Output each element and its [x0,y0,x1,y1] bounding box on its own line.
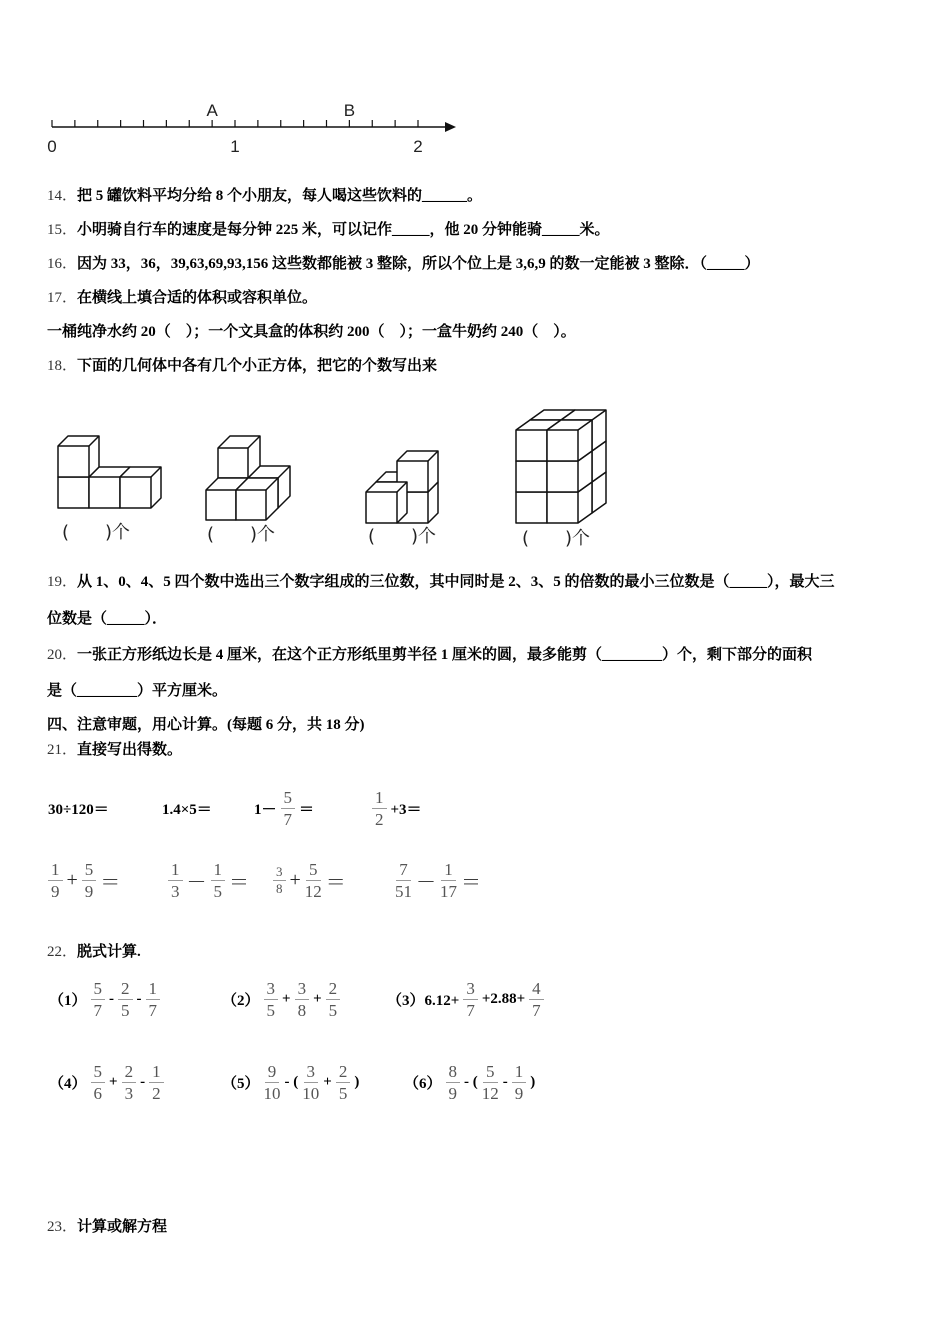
question-text: 在横线上填合适的体积或容积单位。 [77,290,318,306]
fraction-numerator: 2 [122,1061,137,1083]
fraction-numerator: 1 [168,859,183,881]
fraction [395,859,412,902]
question-19 [47,572,835,592]
fraction-denominator: 5 [213,881,222,901]
fraction-denominator: 9 [51,881,60,901]
question-number: 19． [47,574,78,590]
fraction-numerator: 1 [48,859,63,881]
expression-text: + [109,1073,118,1090]
fraction-denominator: 5 [266,1000,276,1020]
fraction-denominator: 6 [93,1083,103,1103]
question-number: 22． [47,944,78,960]
fraction-numerator: 5 [82,859,97,881]
fraction-denominator: 7 [532,1000,541,1020]
expression-text: - ( [464,1073,478,1090]
question-text: 一张正方形纸边长是 4 厘米，在这个正方形纸里剪半径 1 厘米的圆，最多能剪（________）个，剩下部分的面积 [77,647,813,663]
question-19-line2: 位数是（_____）． [47,611,168,627]
fraction-numerator: 1 [149,1061,164,1083]
fraction [372,787,387,830]
fraction-numerator: 3 [304,1061,319,1083]
point-label-B: B [343,101,356,120]
question-18 [47,356,437,376]
oral-calc-2 [160,786,214,830]
fraction [273,864,286,897]
expression-text: +2.88+ [481,990,526,1007]
fraction-numerator: 3 [273,864,286,881]
fraction-denominator: 17 [440,881,457,901]
expression-text: ＝ [100,871,121,894]
fraction [295,978,310,1021]
fraction-numerator: 4 [529,978,544,1000]
fraction-numerator: 2 [326,978,341,1000]
expression-text: + [282,990,291,1007]
fraction [82,859,97,902]
question-20 [47,645,812,665]
fraction-numerator: 5 [281,787,296,809]
fraction-denominator: 8 [297,1000,307,1020]
fraction-numerator: 1 [512,1061,527,1083]
fraction-denominator: 9 [448,1083,458,1103]
oral-calc-8 [393,858,483,902]
oral-calc-4 [370,786,424,830]
fraction-numerator: 2 [336,1061,351,1083]
question-21 [47,740,182,760]
fraction-denominator: 51 [395,881,412,901]
expression-text: - ( [284,1073,299,1090]
fraction [211,859,226,902]
expression-text: - [109,990,115,1007]
fraction-numerator: 3 [463,978,478,1000]
fraction [336,1061,351,1104]
question-20-line2: 是（________）平方厘米。 [47,683,228,699]
question-text: 从 1、0、4、5 四个数中选出三个数字组成的三位数，其中同时是 2、3、5 的倍数的最小三位数是（_____），最大三 [77,574,835,590]
stepwise-calc-4 [47,1059,166,1105]
number-line [0,90,480,160]
question-number: 16． [47,256,78,272]
fraction [91,978,106,1021]
cube-count-blank-2: ( )个 [207,524,276,545]
question-17-line2: 一桶纯净水约 20（ ）；一个文具盒的体积约 200（ ）；一盒牛奶约 240（ ）。 [47,324,576,340]
fraction-denominator: 8 [276,880,283,896]
fraction-denominator: 10 [263,1083,281,1103]
expression-text: + [289,868,301,891]
question-number: 20． [47,647,78,663]
fraction [305,859,322,902]
expression-text: + [313,990,322,1007]
fraction-denominator: 10 [302,1083,320,1103]
question-text: 小明骑自行车的速度是每分钟 225 米，可以记作_____，他 20 分钟能骑_____米。 [77,222,610,238]
fraction [118,978,133,1021]
expression-text: （4） [49,1075,87,1092]
fraction-numerator: 5 [91,978,106,1000]
expression-text: 30÷120＝ [48,801,109,818]
tick-label: 2 [413,137,423,156]
fraction [264,978,279,1021]
question-text: 下面的几何体中各有几个小正方体，把它的个数写出来 [77,358,438,374]
expression-text: +3＝ [390,801,422,818]
fraction-denominator: 12 [481,1083,499,1103]
fraction-denominator: 7 [283,809,293,829]
expression-text: （2） [222,992,260,1009]
section-heading: 四、注意审题，用心计算。(每题 6 分，共 18 分) [47,717,365,733]
fraction [122,1061,137,1104]
fraction-denominator: 5 [338,1083,348,1103]
fraction-numerator: 1 [372,787,387,809]
expression-text: （5） [222,1075,260,1092]
question-text: 把 5 罐饮料平均分给 8 个小朋友，每人喝这些饮料的______。 [77,188,483,204]
expression-text: ) [354,1073,360,1090]
expression-text: + [323,1073,332,1090]
oral-calc-7 [271,858,348,902]
fraction [446,1061,461,1104]
cube-figure-1 [58,436,161,508]
expression-text: ＝ [325,871,346,894]
oral-calc-1 [46,786,111,830]
fraction-numerator: 1 [146,978,161,1000]
stepwise-calc-5 [220,1059,361,1105]
fraction-denominator: 7 [466,1000,475,1020]
fraction-numerator: 8 [446,1061,461,1083]
question-14 [47,186,482,206]
cube-count-blank-3: ( )个 [368,526,437,547]
fraction-numerator: 5 [91,1061,106,1083]
question-number: 15． [47,222,78,238]
oral-calc-5 [46,858,122,902]
fraction [149,1061,164,1104]
fraction [91,1061,106,1104]
fraction-numerator: 1 [211,859,226,881]
expression-text: 1－ [254,801,277,818]
expression-text: ＝ [229,871,249,894]
cube-count-blank-1: ( )个 [62,522,131,543]
question-17 [47,288,317,308]
expression-text: - [136,990,142,1007]
expression-text: － [186,871,207,894]
stepwise-calc-3 [385,976,546,1022]
fraction-denominator: 7 [93,1000,103,1020]
tick-label: 0 [47,137,57,156]
expression-text: （1） [49,992,87,1009]
question-number: 18． [47,358,78,374]
cube-figures [0,395,650,525]
fraction-denominator: 12 [304,881,322,901]
cube [547,420,592,461]
axis-arrow [445,122,456,132]
stepwise-calc-2 [220,976,342,1022]
fraction [264,1061,281,1104]
fraction-denominator: 3 [124,1083,134,1103]
oral-calc-3 [252,786,316,830]
fraction [48,859,63,902]
fraction-numerator: 3 [295,978,310,1000]
question-number: 17． [47,290,78,306]
fraction-numerator: 5 [306,859,321,881]
fraction-numerator: 7 [396,859,411,881]
question-23 [47,1217,167,1237]
question-text: 计算或解方程 [77,1219,168,1235]
fraction [168,859,183,902]
expression-text: ) [530,1073,536,1090]
fraction-denominator: 7 [148,1000,158,1020]
fraction [482,1061,499,1104]
question-number: 14． [47,188,78,204]
expression-text: + [66,868,78,891]
fraction-numerator: 1 [441,859,456,881]
expression-text: （6） [404,1075,442,1092]
fraction [146,978,161,1021]
expression-text: 1.4×5＝ [162,801,212,818]
oral-calc-6 [166,858,251,902]
cube-figure-3 [366,451,438,523]
question-text: 因为 33，36，39,63,69,93,156 这些数都能被 3 整除，所以个位上是 3,6,9 的数一定能被 3 整除．（_____） [77,256,760,272]
question-16 [47,254,760,274]
fraction-numerator: 5 [483,1061,498,1083]
expression-text: ＝ [299,801,315,818]
question-text: 脱式计算. [77,944,141,960]
stepwise-calc-1 [47,976,162,1022]
expression-text: （3）6.12+ [387,992,460,1009]
fraction-denominator: 5 [121,1000,130,1020]
question-number: 21． [47,742,78,758]
fraction [440,859,457,902]
fraction [512,1061,527,1104]
fraction-numerator: 3 [264,978,279,1000]
question-15 [47,220,610,240]
fraction-numerator: 2 [118,978,133,1000]
point-label-A: A [206,101,218,120]
fraction-denominator: 9 [84,881,94,901]
fraction [463,978,478,1021]
question-text: 直接写出得数。 [77,742,183,758]
fraction-denominator: 2 [152,1083,161,1103]
stepwise-calc-6 [402,1059,537,1105]
cube-figure-2 [206,436,290,520]
question-22 [47,942,141,962]
expression-text: - [502,1073,508,1090]
fraction-denominator: 2 [375,809,384,829]
expression-text: － [416,871,436,894]
fraction-numerator: 9 [265,1061,280,1083]
expression-text: - [140,1073,146,1090]
tick-label: 1 [230,137,240,156]
cube-count-blank-4: ( )个 [522,528,591,549]
expression-text: ＝ [461,871,481,894]
fraction [281,787,296,830]
fraction-denominator: 9 [514,1083,524,1103]
question-number: 23． [47,1219,78,1235]
fraction [326,978,341,1021]
fraction [529,978,544,1021]
cube-figure-4 [516,410,606,523]
fraction-denominator: 5 [328,1000,338,1020]
fraction [302,1061,319,1104]
fraction-denominator: 3 [171,881,180,901]
